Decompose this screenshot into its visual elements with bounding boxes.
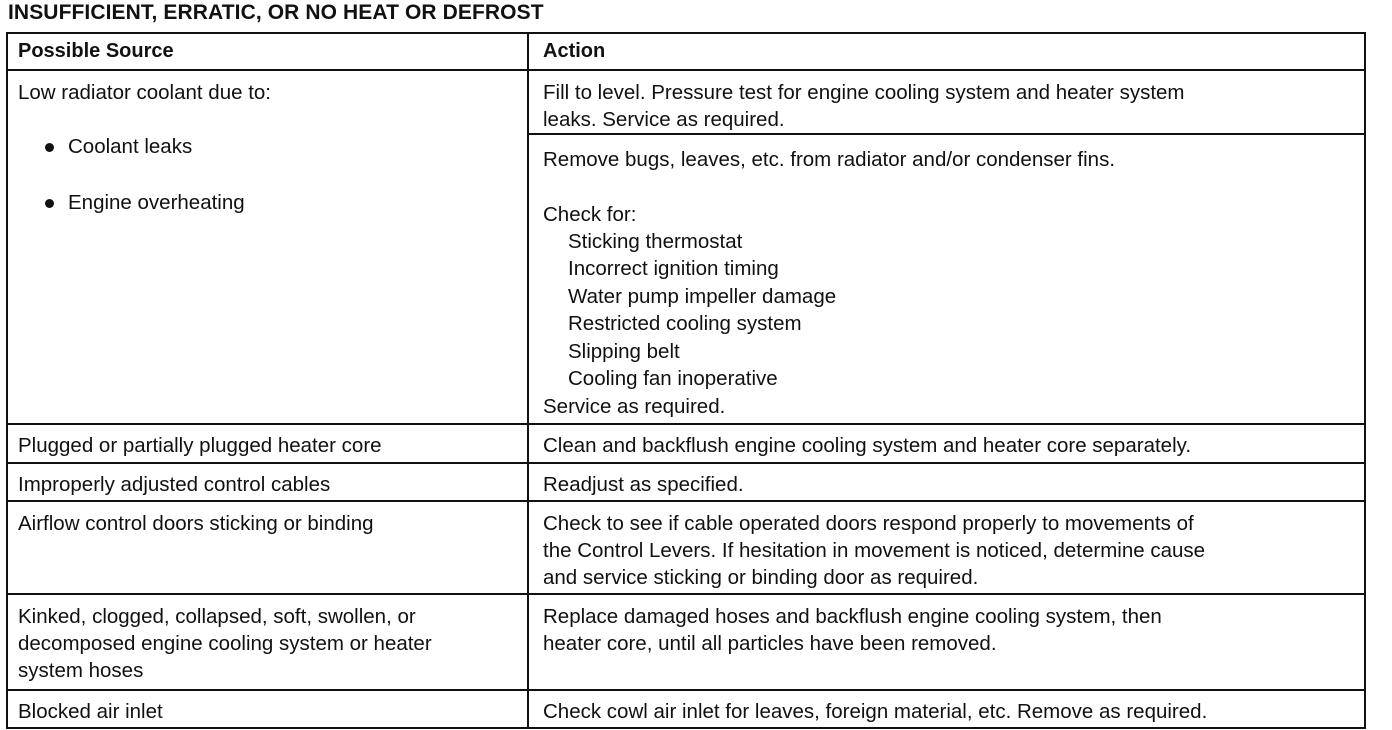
action-line: heater core, until all particles have been removed.: [543, 632, 997, 655]
check-for-label: Check for:: [543, 203, 637, 226]
source-text: Plugged or partially plugged heater core: [18, 434, 382, 457]
column-divider: [527, 34, 529, 727]
source-bullet-item: Engine overheating: [68, 191, 245, 214]
action-line: Check to see if cable operated doors respond properly to movements of: [543, 512, 1194, 535]
troubleshooting-table: [6, 32, 1366, 729]
row-rule: [8, 462, 1364, 464]
check-item: Incorrect ignition timing: [568, 257, 779, 280]
bullet-icon: [45, 143, 54, 152]
header-possible-source: Possible Source: [18, 40, 174, 62]
source-text: Improperly adjusted control cables: [18, 473, 331, 496]
action-closing: Service as required.: [543, 395, 726, 418]
row-rule: [8, 500, 1364, 502]
action-line: leaks. Service as required.: [543, 108, 785, 131]
check-item: Cooling fan inoperative: [568, 367, 778, 390]
action-line: Fill to level. Pressure test for engine cooling system and heater system: [543, 81, 1185, 104]
source-text: Blocked air inlet: [18, 700, 163, 723]
source-text: Kinked, clogged, collapsed, soft, swollen, or: [18, 605, 416, 628]
row-rule: [8, 593, 1364, 595]
check-item: Water pump impeller damage: [568, 285, 837, 308]
action-line: Readjust as specified.: [543, 473, 744, 496]
source-text: decomposed engine cooling system or heater: [18, 632, 432, 655]
action-line: Clean and backflush engine cooling system and heater core separately.: [543, 434, 1192, 457]
check-item: Slipping belt: [568, 340, 680, 363]
check-item: Restricted cooling system: [568, 312, 802, 335]
page-title: INSUFFICIENT, ERRATIC, OR NO HEAT OR DEFROST: [8, 1, 544, 24]
source-text: system hoses: [18, 659, 144, 682]
action-line: the Control Levers. If hesitation in movement is noticed, determine cause: [543, 539, 1206, 562]
source-bullet-item: Coolant leaks: [68, 135, 193, 158]
source-text: Airflow control doors sticking or binding: [18, 512, 374, 535]
action-line: Check cowl air inlet for leaves, foreign material, etc. Remove as required.: [543, 700, 1208, 723]
action-line: Replace damaged hoses and backflush engine cooling system, then: [543, 605, 1162, 628]
header-action: Action: [543, 40, 606, 62]
action-line: Remove bugs, leaves, etc. from radiator and/or condenser fins.: [543, 148, 1116, 171]
check-item: Sticking thermostat: [568, 230, 743, 253]
header-rule: [8, 69, 1364, 71]
action-line: and service sticking or binding door as required.: [543, 566, 979, 589]
row-rule: [8, 689, 1364, 691]
source-text: Low radiator coolant due to:: [18, 81, 271, 104]
row-rule: [8, 423, 1364, 425]
bullet-icon: [45, 199, 54, 208]
